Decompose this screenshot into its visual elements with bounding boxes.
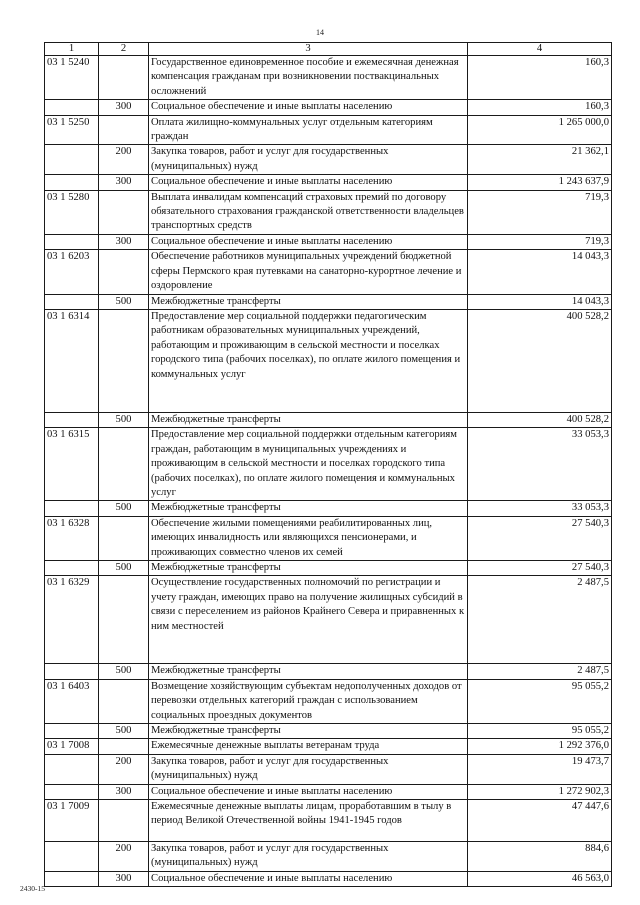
row-description: Обеспечение жилыми помещениями реабилитированных лиц, имеющих инвалидность или являющихся пенсионерами, и проживающих совместно членов их семей <box>149 516 468 560</box>
row-amount: 1 265 000,0 <box>468 115 612 145</box>
row-expense-type: 300 <box>99 100 149 115</box>
header-col-1: 1 <box>45 43 99 56</box>
row-expense-type <box>99 679 149 723</box>
row-code <box>45 175 99 190</box>
row-code <box>45 234 99 249</box>
page-number: 14 <box>316 28 324 37</box>
table-row <box>45 516 612 560</box>
table-row <box>45 560 612 575</box>
document-code: 2430-15 <box>20 884 45 893</box>
row-description: Закупка товаров, работ и услуг для государственных (муниципальных) нужд <box>149 754 468 784</box>
row-code: 03 1 6314 <box>45 309 99 412</box>
row-amount: 400 528,2 <box>468 412 612 427</box>
row-description: Закупка товаров, работ и услуг для государственных (муниципальных) нужд <box>149 842 468 872</box>
row-expense-type <box>99 250 149 294</box>
row-amount: 27 540,3 <box>468 516 612 560</box>
row-code <box>45 412 99 427</box>
header-row <box>45 43 612 56</box>
row-amount: 95 055,2 <box>468 724 612 739</box>
row-description: Закупка товаров, работ и услуг для государственных (муниципальных) нужд <box>149 145 468 175</box>
row-code <box>45 664 99 679</box>
row-code: 03 1 5280 <box>45 190 99 234</box>
table-row <box>45 679 612 723</box>
header-col-3: 3 <box>149 43 468 56</box>
row-expense-type <box>99 516 149 560</box>
row-amount: 1 272 902,3 <box>468 784 612 799</box>
row-expense-type <box>99 576 149 664</box>
row-code <box>45 724 99 739</box>
row-description: Социальное обеспечение и иные выплаты населению <box>149 234 468 249</box>
row-code <box>45 842 99 872</box>
row-expense-type: 500 <box>99 664 149 679</box>
row-description: Государственное единовременное пособие и ежемесячная денежная компенсация гражданам при возникновении поствакцинальных осложнений <box>149 56 468 100</box>
row-code: 03 1 7009 <box>45 800 99 842</box>
table-row <box>45 664 612 679</box>
row-expense-type: 500 <box>99 412 149 427</box>
row-description: Межбюджетные трансферты <box>149 724 468 739</box>
row-description: Социальное обеспечение и иные выплаты населению <box>149 871 468 886</box>
table-row <box>45 576 612 664</box>
row-amount: 33 053,3 <box>468 501 612 516</box>
table-row <box>45 842 612 872</box>
row-expense-type: 300 <box>99 234 149 249</box>
table-row <box>45 800 612 842</box>
table-row <box>45 309 612 412</box>
row-description: Межбюджетные трансферты <box>149 412 468 427</box>
row-description: Ежемесячные денежные выплаты лицам, проработавшим в тылу в период Великой Отечественной войны 1941-1945 годов <box>149 800 468 842</box>
table-row <box>45 294 612 309</box>
row-description: Ежемесячные денежные выплаты ветеранам труда <box>149 739 468 754</box>
row-description: Межбюджетные трансферты <box>149 501 468 516</box>
row-amount: 14 043,3 <box>468 250 612 294</box>
row-expense-type: 500 <box>99 724 149 739</box>
row-amount: 1 243 637,9 <box>468 175 612 190</box>
row-code <box>45 501 99 516</box>
row-amount: 400 528,2 <box>468 309 612 412</box>
row-amount: 160,3 <box>468 100 612 115</box>
row-code <box>45 560 99 575</box>
row-amount: 719,3 <box>468 234 612 249</box>
table-row <box>45 145 612 175</box>
row-description: Выплата инвалидам компенсаций страховых премий по договору обязательного страхования гражданской ответственности владельцев транспортных средств <box>149 190 468 234</box>
table-row <box>45 100 612 115</box>
row-amount: 14 043,3 <box>468 294 612 309</box>
row-amount: 19 473,7 <box>468 754 612 784</box>
row-code: 03 1 5240 <box>45 56 99 100</box>
row-amount: 2 487,5 <box>468 664 612 679</box>
table-row <box>45 428 612 501</box>
row-code <box>45 784 99 799</box>
row-amount: 2 487,5 <box>468 576 612 664</box>
row-amount: 27 540,3 <box>468 560 612 575</box>
header-col-2: 2 <box>99 43 149 56</box>
row-description: Оплата жилищно-коммунальных услуг отдельным категориям граждан <box>149 115 468 145</box>
row-code <box>45 100 99 115</box>
row-code <box>45 871 99 886</box>
row-code: 03 1 7008 <box>45 739 99 754</box>
row-amount: 46 563,0 <box>468 871 612 886</box>
row-expense-type <box>99 115 149 145</box>
row-expense-type: 500 <box>99 560 149 575</box>
row-code: 03 1 5250 <box>45 115 99 145</box>
row-code: 03 1 6403 <box>45 679 99 723</box>
row-amount: 21 362,1 <box>468 145 612 175</box>
row-description: Социальное обеспечение и иные выплаты населению <box>149 784 468 799</box>
row-amount: 33 053,3 <box>468 428 612 501</box>
row-expense-type: 200 <box>99 145 149 175</box>
row-expense-type <box>99 800 149 842</box>
table-row <box>45 739 612 754</box>
row-expense-type <box>99 190 149 234</box>
row-expense-type: 300 <box>99 175 149 190</box>
row-code: 03 1 6315 <box>45 428 99 501</box>
row-expense-type <box>99 428 149 501</box>
row-code: 03 1 6203 <box>45 250 99 294</box>
table-row <box>45 501 612 516</box>
row-description: Социальное обеспечение и иные выплаты населению <box>149 100 468 115</box>
budget-table <box>44 42 612 887</box>
row-description: Межбюджетные трансферты <box>149 294 468 309</box>
row-amount: 1 292 376,0 <box>468 739 612 754</box>
row-description: Предоставление мер социальной поддержки отдельным категориям граждан, работающим в муниципальных учреждениях и проживающим в сельской местности и поселках городского типа (рабочих поселках), по оплате жилого помещения и коммунальных услуг <box>149 428 468 501</box>
row-expense-type: 200 <box>99 842 149 872</box>
table-row <box>45 871 612 886</box>
table-row <box>45 724 612 739</box>
row-description: Обеспечение работников муниципальных учреждений бюджетной сферы Пермского края путевками на санаторно-курортное лечение и оздоровление <box>149 250 468 294</box>
row-code: 03 1 6329 <box>45 576 99 664</box>
row-expense-type <box>99 739 149 754</box>
row-amount: 884,6 <box>468 842 612 872</box>
row-description: Осуществление государственных полномочий по регистрации и учету граждан, имеющих право на получение жилищных субсидий в связи с переселением из районов Крайнего Севера и приравненных к ним местностей <box>149 576 468 664</box>
row-description: Межбюджетные трансферты <box>149 560 468 575</box>
row-code <box>45 294 99 309</box>
table-row <box>45 250 612 294</box>
table-row <box>45 234 612 249</box>
row-expense-type <box>99 309 149 412</box>
row-description: Социальное обеспечение и иные выплаты населению <box>149 175 468 190</box>
row-amount: 95 055,2 <box>468 679 612 723</box>
row-amount: 719,3 <box>468 190 612 234</box>
row-expense-type: 500 <box>99 501 149 516</box>
row-code <box>45 754 99 784</box>
table-row <box>45 115 612 145</box>
row-expense-type: 200 <box>99 754 149 784</box>
row-expense-type: 300 <box>99 871 149 886</box>
table-row <box>45 784 612 799</box>
row-description: Межбюджетные трансферты <box>149 664 468 679</box>
row-description: Возмещение хозяйствующим субъектам недополученных доходов от перевозки отдельных категорий граждан с использованием социальных проездных документов <box>149 679 468 723</box>
row-amount: 160,3 <box>468 56 612 100</box>
row-description: Предоставление мер социальной поддержки педагогическим работникам образовательных муниципальных учреждений, работающим и проживающим в сельской местности и поселках городского типа (рабочих поселках), по оплате жилого помещения и коммунальных услуг <box>149 309 468 412</box>
row-expense-type <box>99 56 149 100</box>
header-col-4: 4 <box>468 43 612 56</box>
row-expense-type: 300 <box>99 784 149 799</box>
row-code: 03 1 6328 <box>45 516 99 560</box>
row-expense-type: 500 <box>99 294 149 309</box>
table-row <box>45 412 612 427</box>
table-row <box>45 56 612 100</box>
row-code <box>45 145 99 175</box>
table-row <box>45 190 612 234</box>
row-amount: 47 447,6 <box>468 800 612 842</box>
table-row <box>45 175 612 190</box>
table-row <box>45 754 612 784</box>
